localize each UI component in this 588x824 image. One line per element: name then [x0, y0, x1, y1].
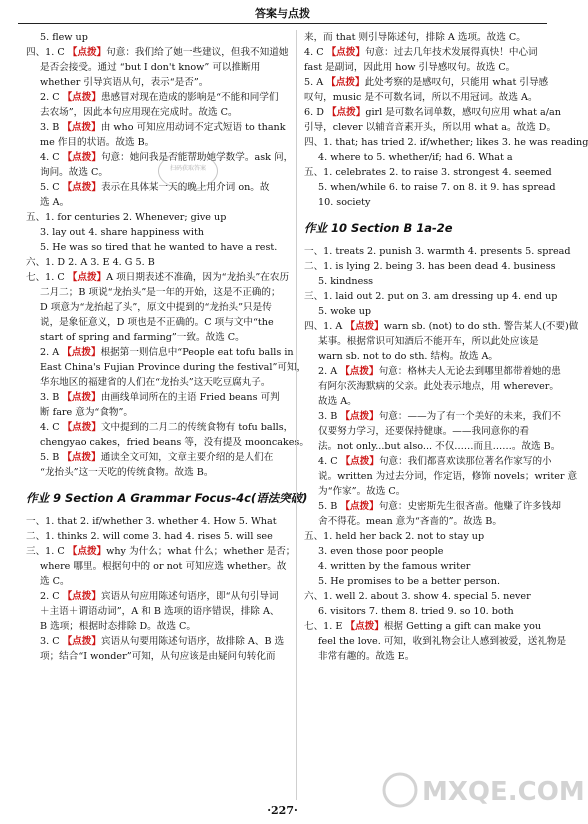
hint-tag: 【点拨】 [326, 107, 366, 118]
answer-line: 六、1. well 2. about 3. show 4. special 5. never [304, 591, 531, 602]
answer-line: 一、1. treats 2. punish 3. warmth 4. presents 5. spread [304, 246, 571, 257]
answer-line: start of spring and farming”一致。故选 C。 [40, 332, 245, 343]
answer-line: 5. B 【点拨】句意：史密斯先生很吝啬。他赚了许多钱却 [318, 501, 561, 512]
answer-line: 3. even those poor people [318, 546, 444, 557]
answer-line: feel the love. 可知，收到礼物会让人感到被爱，送礼物是 [318, 636, 567, 647]
answer-line: B 选项；根据时态排除 D。故选 C。 [40, 621, 196, 632]
answer-line: 5. He was so tired that he wanted to have a rest. [40, 242, 278, 253]
answer-line: D 项意为“龙抬起了头”，原文中提到的“龙抬头”只是传 [40, 302, 272, 313]
answer-line: 故选 A。 [318, 396, 357, 407]
hint-tag: 【点拨】 [67, 546, 107, 557]
stamp-mark [158, 152, 218, 190]
answer-line: 5. woke up [318, 306, 372, 317]
answer-line: warn sb. not to do sth. 结构。故选 A。 [318, 351, 499, 362]
answer-line: “龙抬头”这一天吃的传统食物。故选 B。 [40, 467, 214, 478]
section-heading: 作业 10 Section B 1a-2e [304, 221, 453, 235]
answer-line: 七、1. E 【点拨】根据 Getting a gift can make you [304, 621, 542, 632]
answer-line: 去农场”，因此本句应用现在完成时。故选 C。 [40, 107, 238, 118]
answer-line: me 作目的状语。故选 B。 [40, 137, 155, 148]
answer-line: 4. written by the famous writer [318, 561, 471, 572]
stamp-text: 扫码获取答案 [169, 165, 206, 172]
answer-line: 3. B 【点拨】由 who 可知应用动词不定式短语 to thank [40, 122, 286, 133]
answer-line: 2. A 【点拨】根据第一则信息中“People eat tofu balls in [40, 347, 294, 358]
answer-line: 五、1. held her back 2. not to stay up [304, 531, 485, 542]
answer-line: 5. kindness [318, 276, 374, 287]
hint-tag: 【点拨】 [62, 636, 101, 647]
answer-line: 3. B 【点拨】由画线单词所在的主语 Fried beans 可判 [40, 392, 280, 403]
answer-line: 5. when/while 6. to raise 7. on 8. it 9. has spread [318, 182, 556, 193]
answer-line: 华东地区的福建省的人们在“龙抬头”这天吃豆腐丸子。 [40, 377, 271, 388]
answer-line: 五、1. for centuries 2. Whenever; give up [26, 212, 227, 223]
page-header [0, 0, 565, 28]
answer-line: fast 是副词，因此用 how 引导感叹句。故选 C。 [304, 62, 516, 73]
answer-line: 为“作家”。故选 C。 [318, 486, 406, 497]
hint-tag: 【点拨】 [62, 152, 101, 163]
answer-line: 10. society [318, 197, 371, 208]
answer-line: 3. lay out 4. share happiness with [40, 227, 204, 238]
section-heading: 作业 9 Section A Grammar Focus-4c(语法突破) [26, 491, 308, 505]
answer-line: 5. flew up [40, 32, 88, 43]
answer-line: 二、1. is lying 2. being 3. has been dead 4. business [304, 261, 556, 272]
answer-line: 六、1. D 2. A 3. E 4. G 5. B [26, 257, 155, 268]
answer-line: whether 引导宾语从句，表示“是否”。 [40, 77, 209, 88]
hint-tag: 【点拨】 [62, 452, 101, 463]
answer-line: 一、1. that 2. if/whether 3. whether 4. How 5. What [26, 516, 277, 527]
answer-line: 6. visitors 7. them 8. tried 9. so 10. both [318, 606, 514, 617]
answer-line: 来，而 that 则引导陈述句，排除 A 选项。故选 C。 [304, 32, 526, 43]
hint-tag: 【点拨】 [62, 182, 101, 193]
answer-line: 2. C 【点拨】宾语从句应用陈述句语序，即“从句引导词 [40, 591, 279, 602]
answer-line: 3. B 【点拨】句意：——为了有一个美好的未来，我们不 [318, 411, 561, 422]
answer-line: 4. C 【点拨】句意：我们都喜欢读那位著名作家写的小 [318, 456, 552, 467]
hint-tag: 【点拨】 [340, 456, 379, 467]
hint-tag: 【点拨】 [340, 366, 379, 377]
answer-line: 法。not only...but also... 不仅……而且……。故选 B。 [318, 441, 561, 452]
hint-tag: 【点拨】 [67, 272, 107, 283]
answer-line: East China's Fujian Province during the festival”可知， [40, 362, 307, 373]
answer-line: 某事。根据常识可知酒后不能开车，所以此处应该是 [318, 336, 539, 347]
answer-line: 非常有趣的。故选 E。 [318, 651, 415, 662]
hint-tag: 【点拨】 [345, 621, 384, 632]
answer-line: 四、1. A 【点拨】warn sb. (not) to do sth. 警告某人(不要)做 [304, 321, 579, 332]
hint-tag: 【点拨】 [340, 411, 379, 422]
answer-line: chengyao cakes，fried beans 等，没有提及 mooncakes。 [40, 437, 309, 448]
answer-line: 3. C 【点拨】宾语从句要用陈述句语序，故排除 A、B 选 [40, 636, 285, 647]
answer-line: 2. A 【点拨】句意：格林夫人无论去到哪里都带着她的患 [318, 366, 561, 377]
answer-line: 四、1. that; has tried 2. if/whether; likes 3. he was reading [304, 137, 588, 148]
page-number: ·227· [267, 804, 298, 817]
answer-line: 引导，clever 以辅音音素开头，所以用 what a。故选 D。 [304, 122, 557, 133]
hint-tag: 【点拨】 [326, 77, 365, 88]
answer-line: ＋主语＋谓语动词”，A 和 B 选项的语序错误，排除 A、 [40, 606, 280, 617]
column-divider [296, 30, 297, 800]
hint-tag: 【点拨】 [62, 122, 101, 133]
hint-tag: 【点拨】 [340, 501, 379, 512]
answer-line: 舍不得花。mean 意为“吝啬的”。故选 B。 [318, 516, 502, 527]
answer-line: 断 fare 意为“食物”。 [40, 407, 134, 418]
answer-line: 询问。故选 C。 [40, 167, 108, 178]
hint-tag: 【点拨】 [62, 422, 101, 433]
answer-line: 5. C 【点拨】表示在具体某一天的晚上用介词 on。故 [40, 182, 270, 193]
answer-line: 二月二；B 项说“龙抬头”是一年的开始，这是不正确的； [40, 287, 281, 298]
answer-line: 仅要努力学习，还要保持健康。——我同意你的看 [318, 426, 530, 437]
answer-line: 五、1. celebrates 2. to raise 3. strongest 4. seemed [304, 167, 552, 178]
hint-tag: 【点拨】 [345, 321, 384, 332]
hint-tag: 【点拨】 [67, 47, 107, 58]
answer-line: 三、1. laid out 2. put on 3. am dressing up 4. end up [304, 291, 558, 302]
hint-tag: 【点拨】 [62, 92, 101, 103]
right-column [304, 30, 588, 664]
hint-tag: 【点拨】 [62, 591, 101, 602]
answer-line: where 哪里。根据句中的 or not 可知应选 whether。故 [40, 561, 287, 572]
hint-tag: 【点拨】 [326, 47, 365, 58]
answer-line: 4. C 【点拨】句意：过去几年技术发展得真快！中心词 [304, 47, 538, 58]
answer-line: 6. D 【点拨】girl 是可数名词单数，感叹句应用 what a/an [304, 107, 561, 118]
answer-line: 选 A。 [40, 197, 70, 208]
header-rule [18, 23, 547, 24]
answer-line: 七、1. C 【点拨】A 项日期表述不准确，因为“龙抬头”在农历 [26, 272, 290, 283]
answer-line: 有阿尔茨海默病的父亲。此处表示地点，用 wherever。 [318, 381, 559, 392]
answer-line: 是否会接受。通过 “but I don't know” 可以推断用 [40, 62, 261, 73]
left-column [26, 30, 309, 664]
answer-line: 5. He promises to be a better person. [318, 576, 501, 587]
watermark-text: MXQE.COM [422, 777, 585, 807]
answer-line: 说。written 为过去分词，作定语，修饰 novels；writer 意 [318, 471, 578, 482]
answer-line: 二、1. thinks 2. will come 3. had 4. rises 5. will see [26, 531, 273, 542]
answer-line: 5. A 【点拨】此处考察的是感叹句，只能用 what 引导感 [304, 77, 549, 88]
header-title: 答案与点拨 [255, 7, 310, 20]
answer-line: 4. C 【点拨】文中提到的二月二的传统食物有 tofu balls， [40, 422, 294, 433]
answer-line: 说，是象征意义，D 项也是不正确的。C 项与文中“the [40, 317, 274, 328]
answer-line: 选 C。 [40, 576, 70, 587]
answer-line: 项；结合“I wonder”可知，从句应该是由疑问句转化而 [40, 651, 276, 662]
answer-line: 4. C 【点拨】句意：她问我是否能帮助她学数学。ask 问， [40, 152, 294, 163]
answer-line: 4. where to 5. whether/if; had 6. What a [318, 152, 513, 163]
hint-tag: 【点拨】 [62, 392, 101, 403]
answer-line: 叹句，music 是不可数名词，所以不用冠词。故选 A。 [304, 92, 538, 103]
answer-line: 2. C 【点拨】患感冒对现在造成的影响是“不能和同学们 [40, 92, 279, 103]
answer-line: 四、1. C 【点拨】句意：我们给了她一些建议，但我不知道她 [26, 47, 289, 58]
hint-tag: 【点拨】 [62, 347, 101, 358]
answer-line: 三、1. C 【点拨】why 为什么；what 什么；whether 是否； [26, 546, 296, 557]
answer-line: 5. B 【点拨】通读全文可知，文章主要介绍的是人们在 [40, 452, 274, 463]
